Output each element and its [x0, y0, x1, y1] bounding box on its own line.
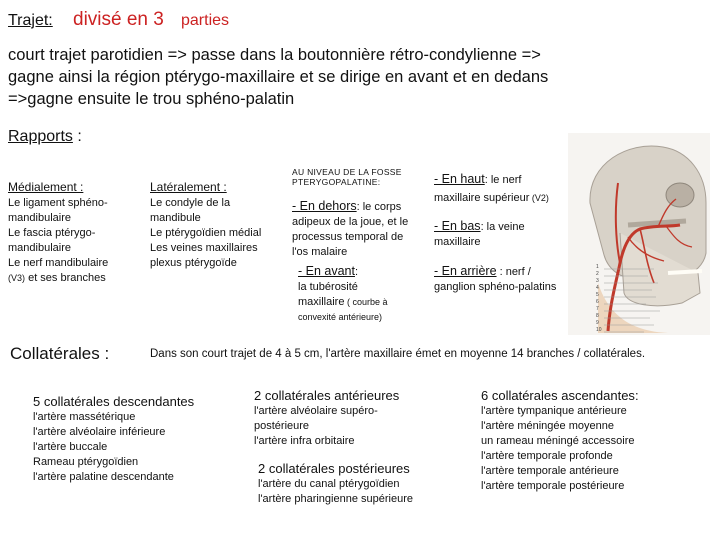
- anterior-title: 2 collatérales antérieures: [254, 388, 400, 403]
- list-item: Le ptérygoïdien médial: [150, 227, 262, 239]
- posterior-list: [258, 477, 413, 507]
- list-item: mandibulaire: [8, 242, 71, 254]
- direction-down: - En bas: la veine maxillaire: [434, 219, 525, 248]
- title-parts: parties: [181, 12, 230, 29]
- list-item: l'artère pharingienne supérieure: [258, 493, 413, 505]
- course-description: [8, 44, 713, 110]
- list-item: l'artère palatine descendante: [33, 471, 174, 483]
- course-line: court trajet parotidien => passe dans la boutonnière rétro-condylienne =>: [8, 46, 541, 64]
- list-item: mandibule: [150, 212, 201, 224]
- list-item: plexus ptérygoïde: [150, 257, 237, 269]
- list-item: l'artère infra orbitaire: [254, 435, 355, 447]
- descending-list: [33, 410, 174, 485]
- list-item: (V3) et ses branches: [8, 272, 106, 284]
- fossa-heading: AU NIVEAU DE LA FOSSE PTERYGOPALATINE:: [292, 167, 402, 187]
- descending-title: 5 collatérales descendantes: [33, 394, 195, 409]
- rapports-heading: [8, 128, 82, 146]
- title-label: Trajet:: [8, 12, 53, 29]
- list-item: l'artère buccale: [33, 441, 108, 453]
- direction-up: - En haut: le nerf maxillaire supérieur (V2): [434, 172, 549, 204]
- direction-back: - En arrière : nerf / ganglion sphéno-palatins: [434, 264, 557, 293]
- list-item: l'artère du canal ptérygoïdien: [258, 478, 400, 490]
- ascending-list: [481, 404, 634, 494]
- ascending-title: 6 collatérales ascendantes:: [481, 388, 639, 403]
- list-item: un rameau méningé accessoire: [481, 435, 635, 447]
- collaterales-heading: Collatérales :: [10, 344, 110, 363]
- list-item: l'artère temporale antérieure: [481, 465, 619, 477]
- course-line: =>gagne ensuite le trou sphéno-palatin: [8, 90, 295, 108]
- list-item: Rameau ptérygoïdien: [33, 456, 139, 468]
- list-item: l'artère massétérique: [33, 411, 136, 423]
- list-item: Le condyle de la: [150, 197, 231, 209]
- title-divided: divisé en 3: [73, 9, 164, 30]
- list-item: mandibulaire: [8, 212, 71, 224]
- lateral-heading: Latéralement :: [150, 180, 227, 194]
- list-item: postérieure: [254, 420, 310, 432]
- list-item: l'artère temporale profonde: [481, 450, 613, 462]
- list-item: Le ligament sphéno-: [8, 197, 108, 209]
- course-line: gagne ainsi la région ptérygo-maxillaire et se dirige en avant et en dedans: [8, 68, 549, 86]
- fossa-front: - En avant: la tubérosité maxillaire ( courbe à convexité antérieure): [298, 264, 388, 322]
- list-item: Les veines maxillaires: [150, 242, 258, 254]
- anterior-list: [254, 404, 378, 449]
- collaterales-intro: Dans son court trajet de 4 à 5 cm, l'artère maxillaire émet en moyenne 14 branches / collatérales.: [150, 348, 646, 360]
- posterior-title: 2 collatérales postérieures: [258, 461, 410, 476]
- anatomy-illustration: [568, 133, 710, 335]
- list-item: l'artère alvéolaire supéro-: [254, 405, 378, 417]
- medial-heading: Médialement :: [8, 180, 84, 194]
- list-item: l'artère tympanique antérieure: [481, 405, 627, 417]
- list-item: Le fascia ptérygo-: [8, 227, 96, 239]
- lateral-list: [150, 196, 285, 271]
- list-item: l'artère méningée moyenne: [481, 420, 614, 432]
- rapports-label: Rapports: [8, 128, 73, 145]
- skull-artery-drawing: [568, 133, 710, 335]
- list-item: l'artère alvéolaire inférieure: [33, 426, 166, 438]
- list-item: Le nerf mandibulaire: [8, 257, 109, 269]
- illustration-legend: 1 2 3 4 5 6 7 8 9 10: [596, 264, 602, 333]
- rapports-colon: :: [72, 128, 82, 145]
- medial-list: [8, 196, 150, 286]
- fossa-outside: - En dehors: le corps adipeux de la joue, et le processus temporal de l'os malaire: [292, 199, 409, 258]
- list-item: l'artère temporale postérieure: [481, 480, 625, 492]
